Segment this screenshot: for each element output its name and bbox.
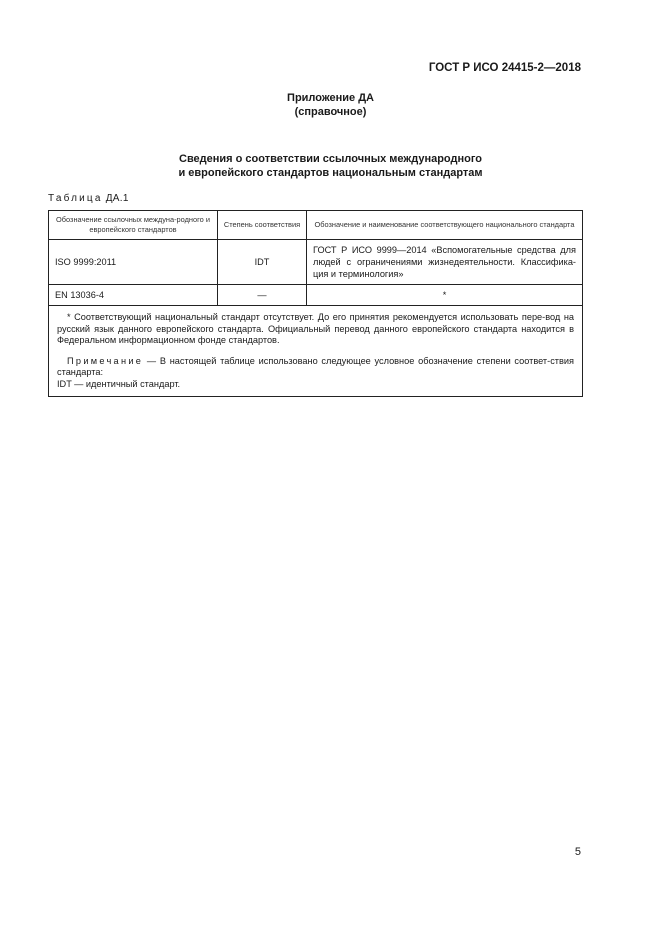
annex-subtitle: (справочное) [294, 106, 367, 118]
note-label: Примечание [67, 355, 144, 366]
table-header-row [49, 211, 583, 240]
note-item: IDT — идентичный стандарт. [57, 378, 181, 389]
section-title-line-1: Сведения о соответствии ссылочных международного [179, 153, 482, 165]
cell-degree: IDT [218, 240, 307, 285]
cell-degree: — [218, 285, 307, 306]
cell-national-standard: * [307, 285, 583, 306]
table-notes-cell [49, 306, 583, 397]
table-caption-word: Таблица [48, 193, 103, 204]
header-national-standard: Обозначение и наименование соответствующего национального стандарта [307, 211, 583, 240]
page-number: 5 [574, 846, 581, 858]
table-caption-number: ДА.1 [105, 193, 129, 204]
note-text: — В настоящей таблице использовано следующее условное обозначение степени соответ-ствия стандарта: [57, 355, 574, 377]
table-footnote: * Соответствующий национальный стандарт отсутствует. До его принятия рекомендуется использовать пере-вод на русский язык данного европейского стандарта. Официальный перевод данного европейского стандарта находится в Федеральном информационном фонде стандартов. [57, 312, 574, 345]
section-title [0, 152, 661, 180]
table-row [49, 240, 583, 285]
section-title-line-2: и европейского стандартов национальным стандартам [178, 167, 483, 179]
cell-designation: ISO 9999:2011 [49, 240, 218, 285]
header-degree: Степень соответствия [218, 211, 307, 240]
cell-national-standard: ГОСТ Р ИСО 9999—2014 «Вспомогательные средства для людей с ограничениями жизнедеятельности. Классифика-ция и терминология» [307, 240, 583, 285]
correspondence-table [48, 210, 583, 397]
table-note [57, 356, 574, 379]
cell-designation: EN 13036-4 [49, 285, 218, 306]
table-row [49, 285, 583, 306]
document-code: ГОСТ Р ИСО 24415-2—2018 [428, 62, 581, 74]
table-caption [48, 193, 129, 204]
annex-title: Приложение ДА [287, 92, 374, 104]
header-reference-standard: Обозначение ссылочных междуна-родного и европейского стандартов [49, 211, 218, 240]
table-notes-row [49, 306, 583, 397]
